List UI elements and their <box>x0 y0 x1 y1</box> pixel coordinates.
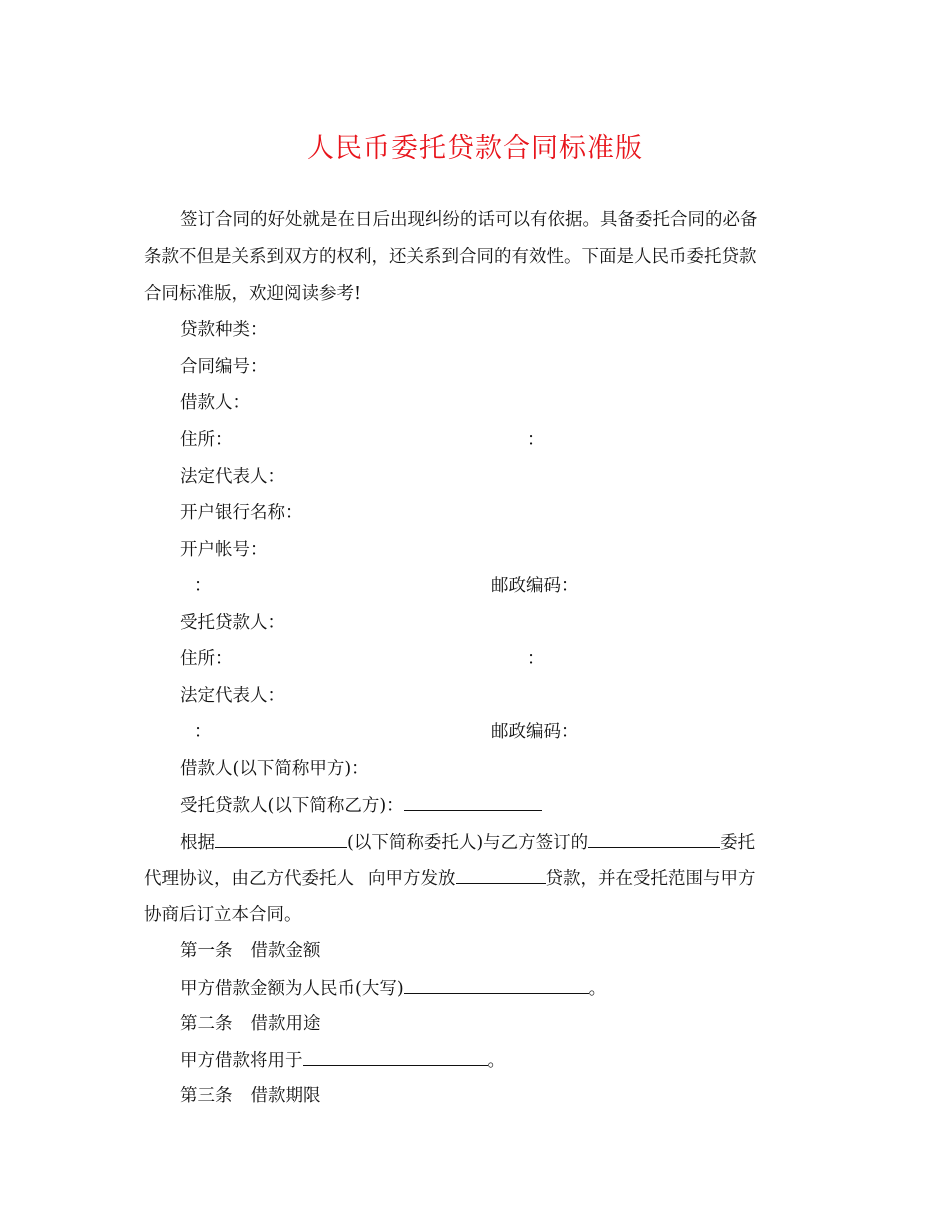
trustee-phone-colon: ： <box>527 649 545 669</box>
intro-line-1: 签订合同的好处就是在日后出现纠纷的话可以有依据。具备委托合同的必备 <box>180 210 758 230</box>
basis-line-1 <box>180 830 755 855</box>
contract-no-label: 合同编号： <box>180 357 268 377</box>
basis-line-3: 协商后订立本合同。 <box>144 905 302 925</box>
basis-text-2a: 代理协议，由乙方代委托人 <box>144 869 354 889</box>
party-b-blank[interactable] <box>404 793 542 811</box>
basis-text-2c: 贷款，并在受托范围与甲方 <box>545 869 756 889</box>
article-2-title: 借款用途 <box>250 1014 321 1034</box>
basis-text-1c: 委托 <box>720 833 756 853</box>
borrower-fax-colon: ： <box>194 576 212 596</box>
trustee-fax-colon: ： <box>194 722 212 742</box>
trustee-legal-rep-label: 法定代表人： <box>180 686 285 706</box>
intro-line-2: 条款不但是关系到双方的权利，还关系到合同的有效性。下面是人民币委托贷款 <box>144 247 757 267</box>
article-2-heading <box>180 1012 321 1036</box>
party-a-label: 借款人(以下简称甲方)： <box>180 759 369 779</box>
borrower-label: 借款人： <box>180 393 250 413</box>
article-1-period: 。 <box>588 979 607 999</box>
article-1-text-line <box>180 976 606 1001</box>
trustee-postal-code-label: 邮政编码： <box>491 722 579 742</box>
trustee-address-label: 住所： <box>180 649 233 669</box>
principal-blank[interactable] <box>215 830 347 848</box>
borrower-address-label: 住所： <box>180 430 233 450</box>
document-title: 人民币委托贷款合同标准版 <box>307 133 643 164</box>
agreement-blank[interactable] <box>588 830 720 848</box>
basis-text-1a: 根据 <box>180 833 215 853</box>
article-1-number: 第一条 <box>180 941 233 961</box>
basis-text-1b: (以下简称委托人)与乙方签订的 <box>347 833 589 853</box>
article-3-number: 第三条 <box>180 1086 233 1106</box>
article-2-period: 。 <box>487 1051 505 1071</box>
article-1-title: 借款金额 <box>250 941 321 961</box>
loan-kind-blank[interactable] <box>456 866 546 884</box>
borrower-phone-colon: ： <box>527 430 545 450</box>
bank-name-label: 开户银行名称： <box>180 503 303 523</box>
article-1-heading <box>180 939 321 963</box>
account-no-label: 开户帐号： <box>180 540 268 560</box>
loan-amount-blank[interactable] <box>404 976 589 994</box>
party-b-line <box>180 793 542 818</box>
article-3-title: 借款期限 <box>250 1086 321 1106</box>
borrower-postal-code-label: 邮政编码： <box>491 576 579 596</box>
article-2-number: 第二条 <box>180 1014 233 1034</box>
party-b-label: 受托贷款人(以下简称乙方)： <box>180 796 404 816</box>
article-2-text: 甲方借款将用于 <box>180 1051 303 1071</box>
loan-purpose-blank[interactable] <box>303 1048 488 1066</box>
loan-type-label: 贷款种类： <box>180 320 268 340</box>
basis-line-2 <box>144 866 756 891</box>
article-2-text-line <box>180 1048 505 1073</box>
basis-text-2b: 向甲方发放 <box>368 869 456 889</box>
article-3-heading <box>180 1084 321 1108</box>
intro-line-3: 合同标准版，欢迎阅读参考! <box>144 284 362 304</box>
article-1-text: 甲方借款金额为人民币(大写) <box>180 979 404 999</box>
borrower-legal-rep-label: 法定代表人： <box>180 467 285 487</box>
trustee-label: 受托贷款人： <box>180 613 285 633</box>
